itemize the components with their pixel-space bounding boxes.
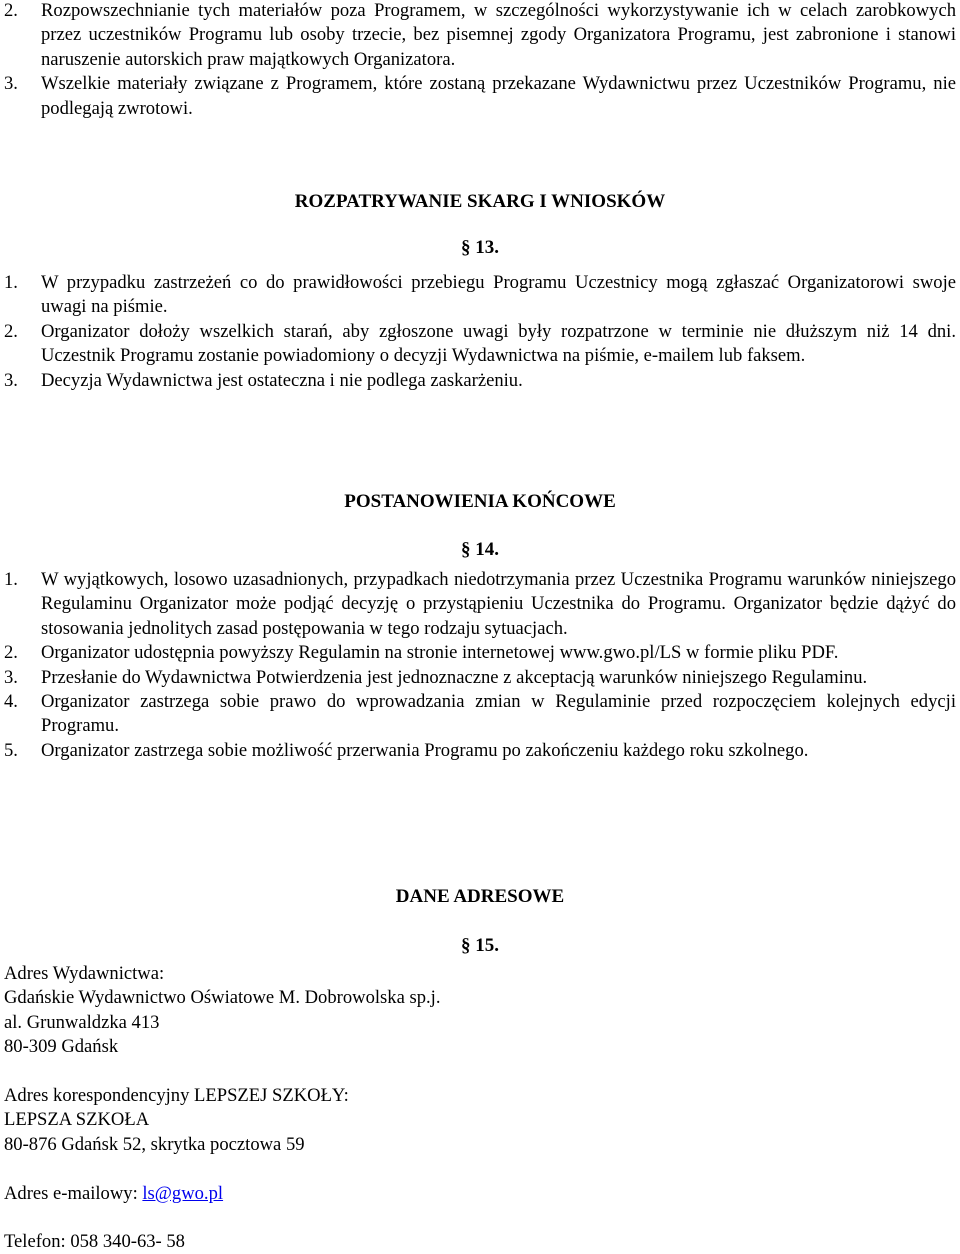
- section-13-list: [0, 271, 960, 393]
- section-13-heading: ROZPATRYWANIE SKARG I WNIOSKÓW: [294, 191, 666, 212]
- publisher-address-label: Adres Wydawnictwa:: [4, 963, 165, 984]
- section-15-heading: DANE ADRESOWE: [395, 886, 565, 907]
- list-item: [0, 739, 960, 763]
- list-item: [0, 666, 960, 690]
- item-number: 3.: [4, 666, 18, 688]
- item-number: 1.: [4, 569, 18, 590]
- correspondence-address-label: Adres korespondencyjny LEPSZEJ SZKOŁY:: [4, 1085, 349, 1106]
- item-number: 2.: [4, 320, 18, 342]
- item-text: W przypadku zastrzeżeń co do prawidłowości przebiegu Programu Uczestnicy mogą zgłaszać Organizatorowi swoje uwagi na piśmie.: [41, 272, 956, 318]
- publisher-city: 80-309 Gdańsk: [4, 1036, 119, 1058]
- publisher-address: [4, 962, 904, 1060]
- item-number: 2.: [4, 0, 18, 21]
- list-item: [0, 0, 960, 72]
- list-item: [0, 568, 960, 641]
- item-text: Organizator dołoży wszelkich starań, aby zgłoszone uwagi były rozpatrzone w terminie nie dłuższym niż 14 dni. Uczestnik Programu zostanie powiadomiony o decyzji Wydawnictwa na piśmie, e-mailem lub faksem.: [41, 320, 956, 367]
- item-text: Organizator udostępnia powyższy Regulamin na stronie internetowej www.gwo.pl/LS w formie pliku PDF.: [41, 642, 839, 664]
- item-number: 3.: [4, 73, 18, 95]
- phone-text: Telefon: 058 340-63- 58: [4, 1231, 185, 1252]
- publisher-street: al. Grunwaldzka 413: [4, 1011, 160, 1033]
- section-14-paragraph-mark: § 14.: [461, 539, 499, 560]
- item-number: 1.: [4, 272, 18, 293]
- item-number: 2.: [4, 642, 18, 664]
- item-text: Organizator zastrzega sobie prawo do wprowadzania zmian w Regulaminie przed rozpoczęciem kolejnych edycji Programu.: [41, 691, 956, 737]
- phone-line: [4, 1230, 904, 1254]
- email-label: Adres e-mailowy:: [4, 1183, 143, 1204]
- item-number: 3.: [4, 369, 18, 391]
- list-item: [0, 641, 960, 665]
- item-number: 4.: [4, 691, 18, 713]
- item-text: Rozpowszechnianie tych materiałów poza Programem, w szczególności wykorzystywanie ich w celach zarobkowych przez uczestników Programu lub osoby trzecie, bez pisemnej zgody Organizatora Programu, jest zabronione i stanowi naruszenie autorskich praw majątkowych Organizatora.: [41, 0, 956, 70]
- list-item: [0, 369, 960, 393]
- section-15-paragraph-mark: § 15.: [461, 935, 499, 956]
- item-text: Organizator zastrzega sobie możliwość przerwania Programu po zakończeniu każdego roku szkolnego.: [41, 739, 809, 761]
- item-text: Wszelkie materiały związane z Programem, które zostaną przekazane Wydawnictwu przez Uczestników Programu, nie podlegają zwrotowi.: [41, 73, 956, 119]
- item-text: Przesłanie do Wydawnictwa Potwierdzenia jest jednoznaczne z akceptacją warunków niniejszego Regulaminu.: [41, 666, 868, 688]
- email-line: [4, 1182, 904, 1206]
- correspondence-city: 80-876 Gdańsk 52, skrytka pocztowa 59: [4, 1133, 305, 1155]
- item-text: W wyjątkowych, losowo uzasadnionych, przypadkach niedotrzymania przez Uczestnika Programu warunków niniejszego Regulaminu Organizator może podjąć decyzję o przystąpieniu Uczestnika do Programu. Organizator będzie dążyć do stosowania jednolitych zasad postępowania w tego rodzaju sytuacjach.: [41, 569, 956, 639]
- correspondence-address: [4, 1084, 904, 1157]
- publisher-name: Gdańskie Wydawnictwo Oświatowe M. Dobrowolska sp.j.: [4, 987, 441, 1009]
- section-14-list: [0, 568, 960, 763]
- list-item: [0, 320, 960, 369]
- list-item: [0, 690, 960, 739]
- correspondence-name: LEPSZA SZKOŁA: [4, 1109, 150, 1131]
- section-14-heading: POSTANOWIENIA KOŃCOWE: [344, 491, 616, 512]
- list-item: [0, 72, 960, 121]
- section-13-paragraph-mark: § 13.: [461, 237, 499, 258]
- item-number: 5.: [4, 739, 18, 761]
- section-12-list: [0, 0, 960, 121]
- list-item: [0, 271, 960, 320]
- email-link[interactable]: ls@gwo.pl: [142, 1183, 224, 1204]
- item-text: Decyzja Wydawnictwa jest ostateczna i nie podlega zaskarżeniu.: [41, 369, 523, 391]
